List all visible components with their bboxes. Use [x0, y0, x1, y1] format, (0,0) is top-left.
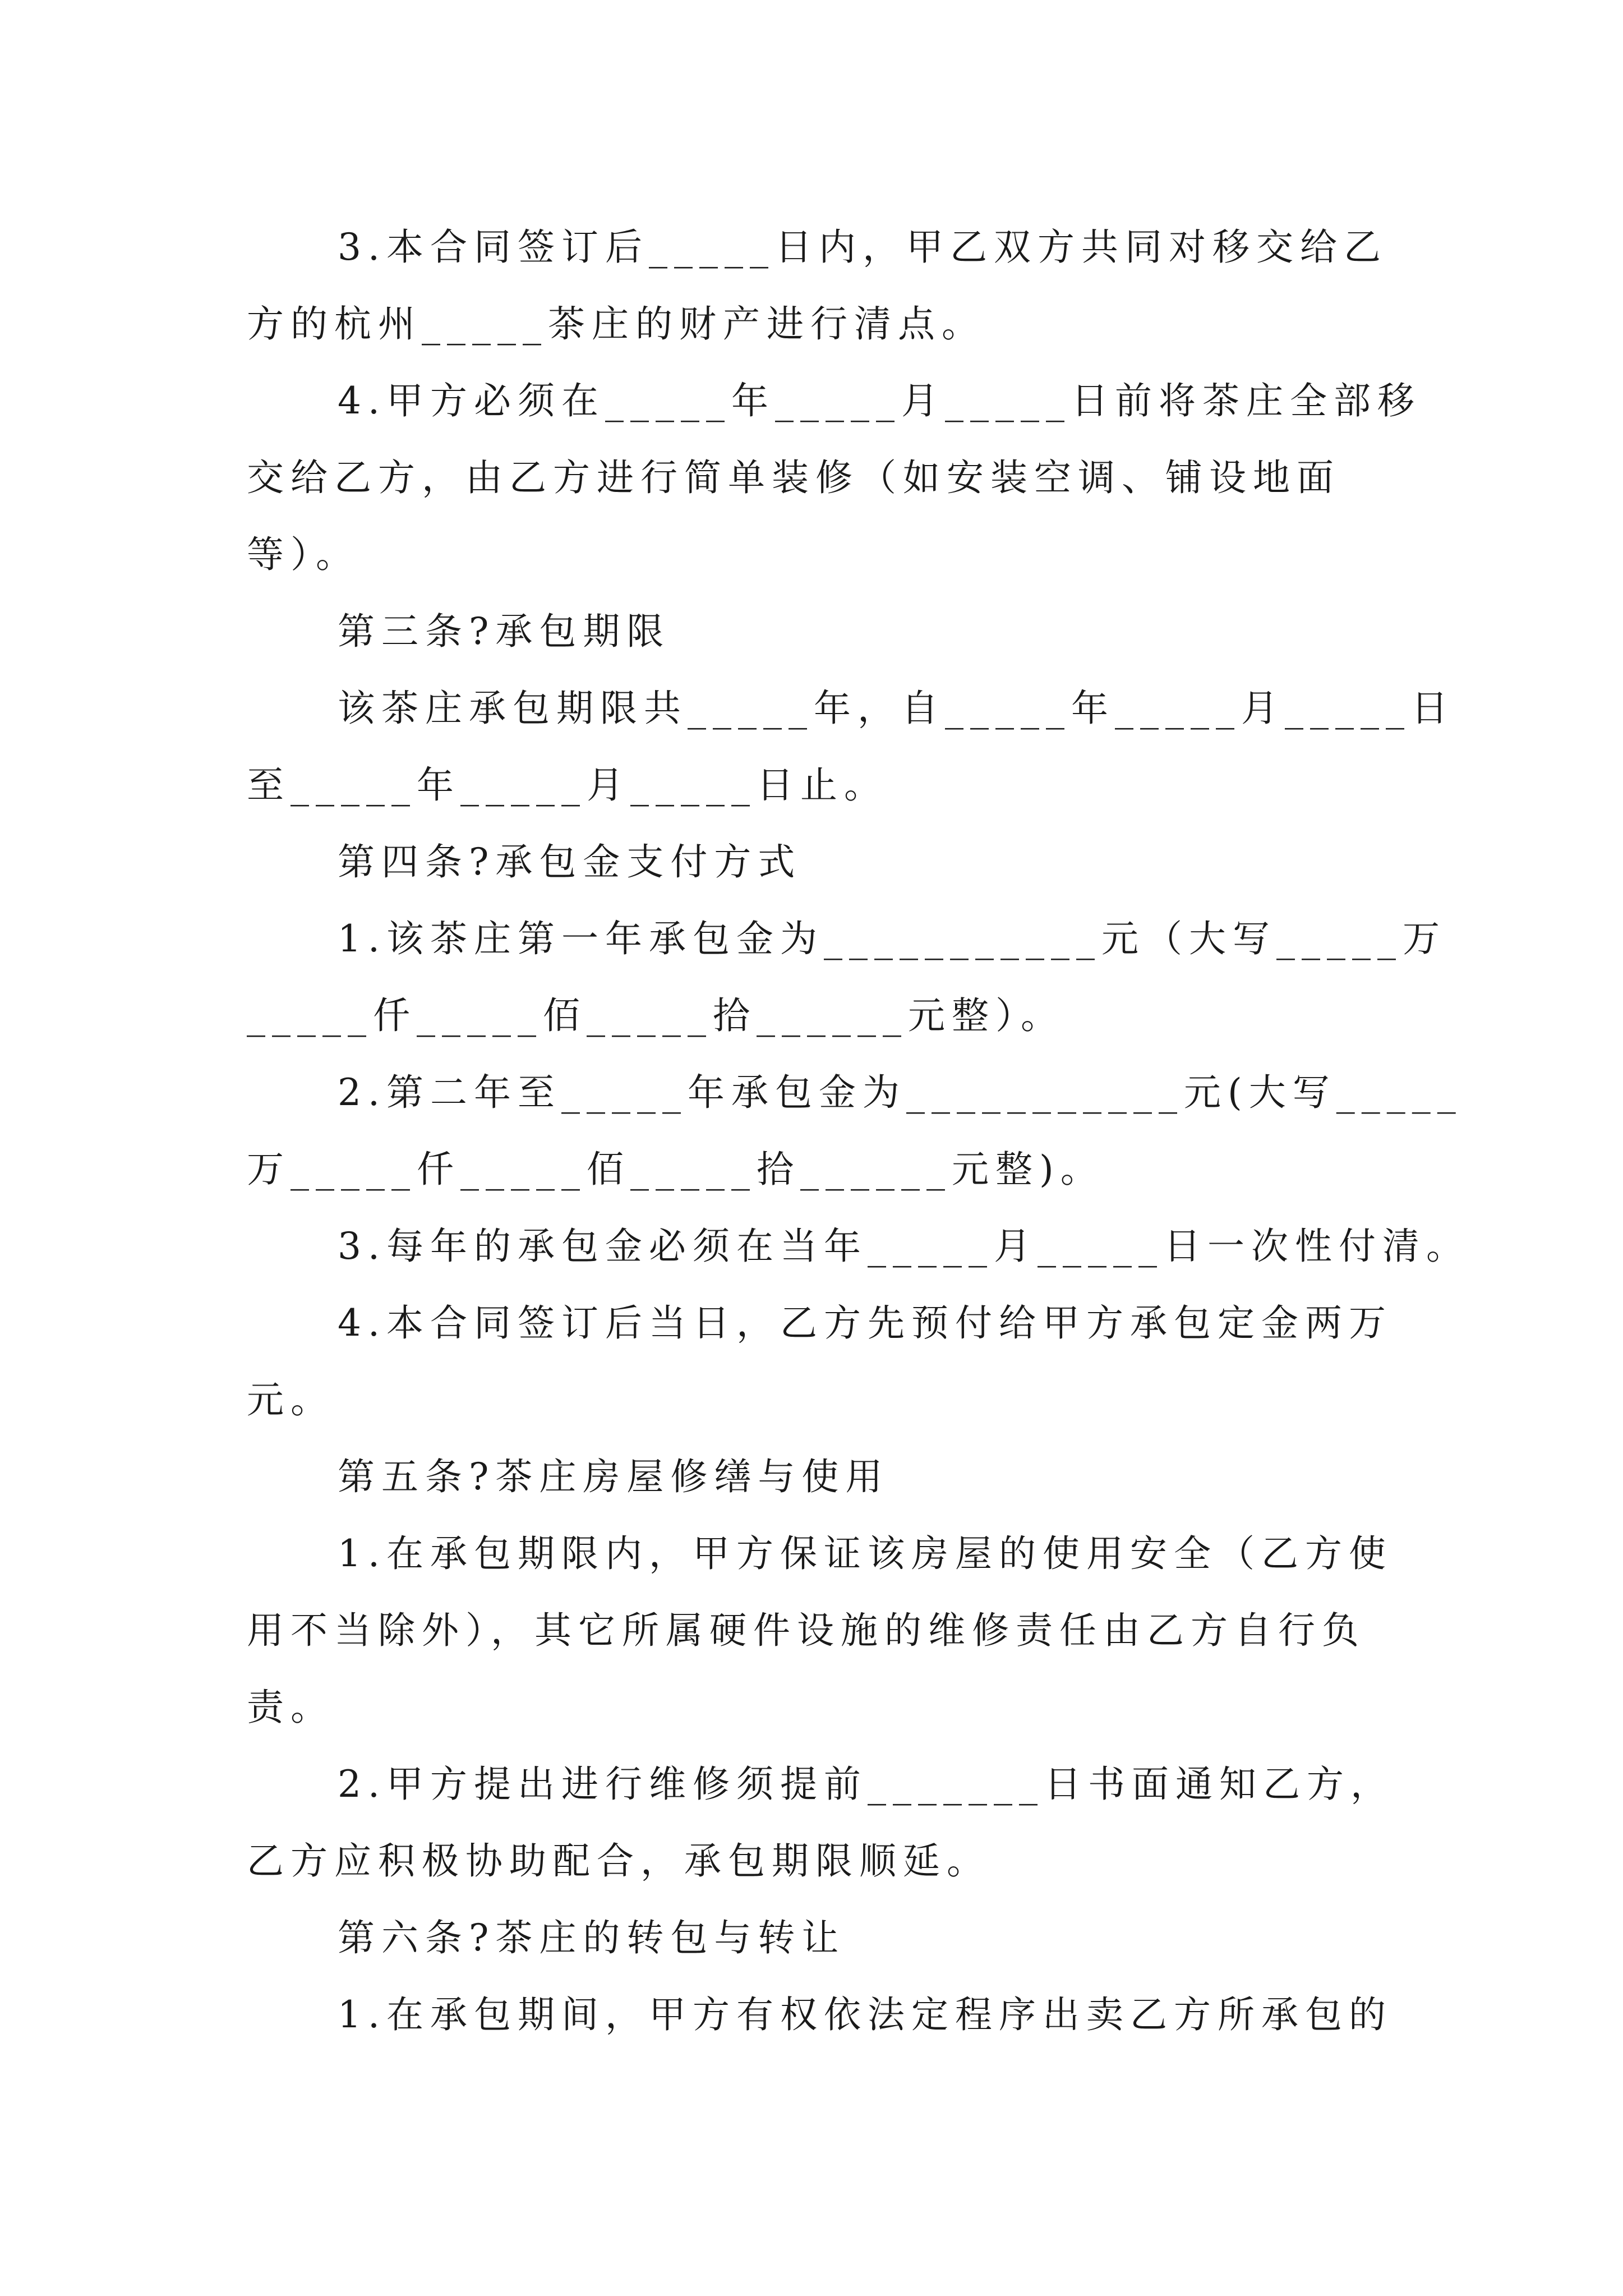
text-line-article-4-2b: 万_____仟_____佰_____拾______元整)。	[247, 1148, 1104, 1191]
text-line-article-6-1a: 1.在承包期间，甲方有权依法定程序出卖乙方所承包的	[338, 1993, 1393, 2036]
text-line-article-5-2b: 乙方应积极协助配合，承包期限顺延。	[247, 1839, 990, 1883]
text-line-article-4-1b: _____仟_____佰_____拾______元整）。	[247, 994, 1064, 1037]
section-heading-article-6: 第六条?茶庄的转包与转让	[338, 1916, 846, 1959]
text-line-article-4-3: 3.每年的承包金必须在当年_____月_____日一次性付清。	[338, 1225, 1470, 1268]
text-line-article-3b: 至_____年_____月_____日止。	[247, 763, 888, 807]
text-line-article-5-1c: 责。	[247, 1686, 334, 1729]
text-line-article-5-1a: 1.在承包期限内，甲方保证该房屋的使用安全（乙方使	[338, 1532, 1393, 1575]
text-line-article-4-4a: 4.本合同签订后当日，乙方先预付给甲方承包定金两万	[338, 1301, 1393, 1345]
text-line-article-3a: 该茶庄承包期限共_____年，自_____年_____月_____日	[338, 687, 1455, 730]
text-line-clause-2-4c: 等）。	[247, 533, 359, 576]
text-line-clause-2-4b: 交给乙方，由乙方进行简单装修（如安装空调、铺设地面	[247, 456, 1340, 499]
section-heading-article-3: 第三条?承包期限	[338, 610, 671, 653]
section-heading-article-4: 第四条?承包金支付方式	[338, 840, 802, 884]
contract-body	[247, 209, 1470, 2053]
text-line-clause-2-4a: 4.甲方必须在_____年_____月_____日前将茶庄全部移	[338, 379, 1421, 422]
text-line-article-4-2a: 2.第二年至_____年承包金为___________元(大写_____	[338, 1071, 1463, 1114]
text-line-article-5-2a: 2.甲方提出进行维修须提前_______日书面通知乙方，	[338, 1763, 1394, 1806]
text-line-article-5-1b: 用不当除外），其它所属硬件设施的维修责任由乙方自行负	[247, 1609, 1366, 1652]
text-line-clause-2-3b: 方的杭州_____茶庄的财产进行清点。	[247, 302, 985, 346]
section-heading-article-5: 第五条?茶庄房屋修缮与使用	[338, 1455, 889, 1498]
text-line-clause-2-3a: 3.本合同签订后_____日内，甲乙双方共同对移交给乙	[338, 226, 1387, 269]
text-line-article-4-1a: 1.该茶庄第一年承包金为___________元（大写_____万	[338, 917, 1446, 960]
text-line-article-4-4b: 元。	[247, 1378, 334, 1421]
